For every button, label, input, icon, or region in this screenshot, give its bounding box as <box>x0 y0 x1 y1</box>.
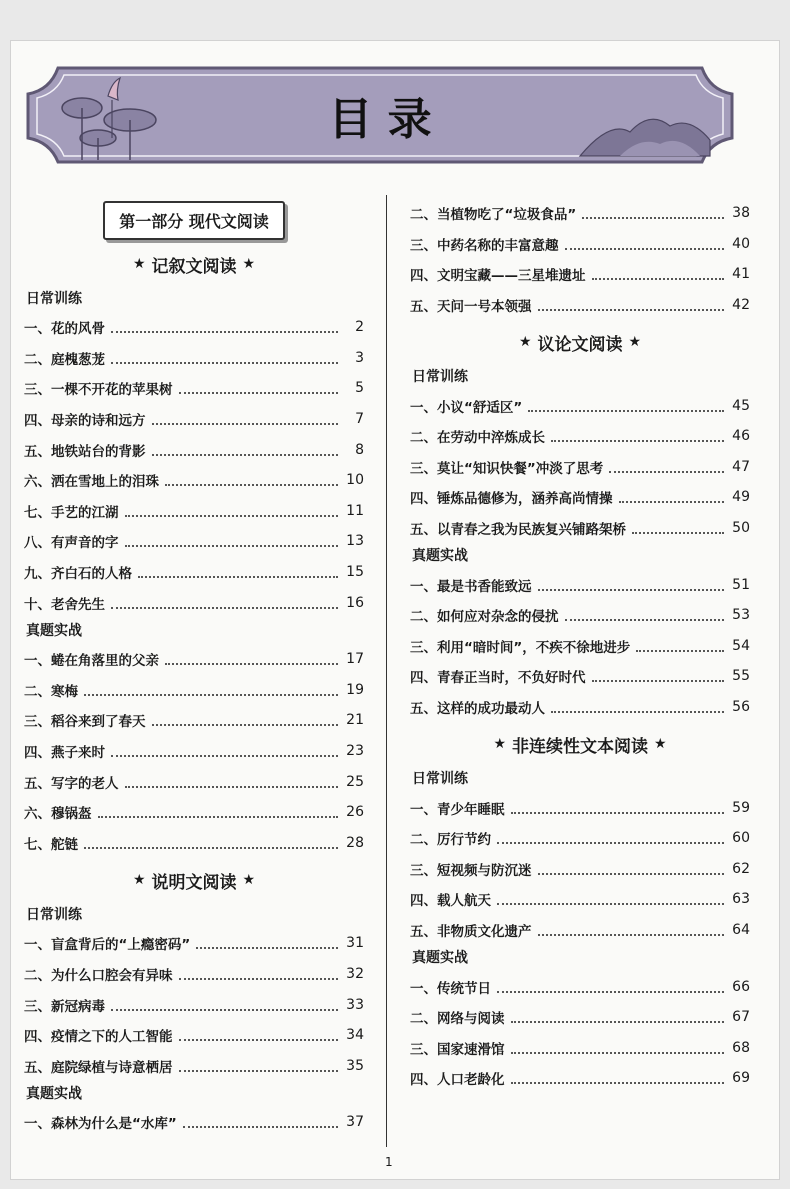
toc-entry[interactable] <box>410 513 750 544</box>
toc-entry-title: 六、穆锅盔 <box>24 806 92 823</box>
toc-entry-title: 七、舵链 <box>24 836 78 853</box>
toc-entry-page: 32 <box>346 965 364 982</box>
leader-dots <box>582 217 724 219</box>
toc-entry[interactable] <box>410 854 750 885</box>
toc-entry-page: 60 <box>732 830 750 847</box>
toc-entry-page: 33 <box>346 996 364 1013</box>
toc-entry-title: 九、齐白石的人格 <box>24 566 132 583</box>
toc-entry[interactable] <box>24 928 364 959</box>
toc-entry[interactable] <box>24 828 364 859</box>
section-title-text: 说明文阅读 <box>151 872 237 893</box>
toc-entry-title: 四、母亲的诗和远方 <box>24 413 146 430</box>
toc-entry[interactable] <box>24 434 364 465</box>
page-title: 目 录 <box>328 94 432 145</box>
toc-entry[interactable] <box>410 482 750 513</box>
toc-entry[interactable] <box>24 959 364 990</box>
toc-entry-title: 一、传统节日 <box>410 980 491 997</box>
toc-entry-page: 53 <box>732 607 750 624</box>
toc-entry[interactable] <box>410 259 750 290</box>
toc-entry-page: 31 <box>346 935 364 952</box>
toc-entry[interactable] <box>410 600 750 631</box>
leader-dots <box>551 440 724 442</box>
star-icon: ★ <box>242 872 256 889</box>
leader-dots <box>179 978 339 980</box>
toc-entry-title: 五、庭院绿植与诗意栖居 <box>24 1059 173 1076</box>
leader-dots <box>565 248 725 250</box>
toc-entry-page: 66 <box>732 978 750 995</box>
toc-entry-page: 25 <box>346 773 364 790</box>
leader-dots <box>111 1009 338 1011</box>
toc-entry-page: 5 <box>355 380 364 397</box>
toc-entry[interactable] <box>24 989 364 1020</box>
leader-dots <box>592 680 725 682</box>
toc-entry-title: 五、非物质文化遗产 <box>410 923 532 940</box>
leader-dots <box>632 532 724 534</box>
group-label: 真题实战 <box>26 622 82 639</box>
toc-entry-page: 26 <box>346 804 364 821</box>
toc-entry[interactable] <box>410 631 750 662</box>
leader-dots <box>138 576 338 578</box>
leader-dots <box>511 1082 725 1084</box>
toc-entry[interactable] <box>24 705 364 736</box>
left-column <box>24 198 364 1138</box>
leader-dots <box>84 694 338 696</box>
right-column <box>410 198 750 1094</box>
leader-dots <box>183 1126 338 1128</box>
toc-entry-page: 68 <box>732 1039 750 1056</box>
toc-entry[interactable] <box>410 229 750 260</box>
toc-entry-page: 15 <box>346 564 364 581</box>
toc-entry-page: 37 <box>346 1114 364 1131</box>
toc-entry-title: 四、锤炼品德修为，涵养高尚情操 <box>410 491 613 508</box>
toc-entry-page: 46 <box>732 428 750 445</box>
toc-entry-title: 三、莫让“知识快餐”冲淡了思考 <box>410 460 604 477</box>
toc-entry-title: 二、网络与阅读 <box>410 1011 505 1028</box>
toc-entry-page: 56 <box>732 699 750 716</box>
leader-dots <box>592 278 725 280</box>
leader-dots <box>165 663 338 665</box>
toc-entry-page: 21 <box>346 712 364 729</box>
group-label: 日常训练 <box>26 907 82 924</box>
section-title-text: 议论文阅读 <box>537 334 623 355</box>
leader-dots <box>98 816 339 818</box>
leader-dots <box>511 1052 725 1054</box>
leader-dots <box>179 1070 339 1072</box>
leader-dots <box>511 1021 725 1023</box>
toc-entry[interactable] <box>410 390 750 421</box>
toc-entry[interactable] <box>24 587 364 618</box>
star-icon: ★ <box>654 736 667 753</box>
toc-entry-title: 五、写字的老人 <box>24 775 119 792</box>
toc-entry-page: 40 <box>732 235 750 252</box>
toc-entry[interactable] <box>410 452 750 483</box>
toc-entry[interactable] <box>410 692 750 723</box>
toc-entry-page: 8 <box>355 441 364 458</box>
toc-entry-title: 一、森林为什么是“水库” <box>24 1116 177 1133</box>
toc-entry-title: 一、青少年睡眠 <box>410 801 505 818</box>
toc-entry-page: 63 <box>732 891 750 908</box>
toc-entry-title: 四、人口老龄化 <box>410 1072 505 1089</box>
toc-entry-title: 三、新冠病毒 <box>24 998 105 1015</box>
toc-entry-page: 64 <box>732 921 750 938</box>
toc-entry-title: 五、这样的成功最动人 <box>410 701 545 718</box>
toc-entry[interactable] <box>410 290 750 321</box>
star-icon: ★ <box>132 872 146 889</box>
group-label: 日常训练 <box>26 291 82 307</box>
toc-entry-title: 四、载人航天 <box>410 893 491 910</box>
toc-entry-page: 28 <box>346 834 364 851</box>
toc-entry[interactable] <box>24 343 364 374</box>
toc-entry-title: 三、短视频与防沉迷 <box>410 862 532 879</box>
toc-entry-title: 一、蜷在角落里的父亲 <box>24 653 159 670</box>
toc-entry-title: 二、厉行节约 <box>410 832 491 849</box>
leader-dots <box>125 545 339 547</box>
toc-entry-page: 67 <box>732 1009 750 1026</box>
leader-dots <box>636 650 724 652</box>
toc-entry-title: 五、以青春之我为民族复兴铺路架桥 <box>410 522 626 539</box>
section-title <box>410 722 750 766</box>
toc-entry-title: 七、手艺的江湖 <box>24 504 119 521</box>
leader-dots <box>538 934 725 936</box>
leader-dots <box>84 847 338 849</box>
toc-entry[interactable] <box>410 421 750 452</box>
toc-entry-page: 38 <box>732 205 750 222</box>
toc-entry-title: 三、稻谷来到了春天 <box>24 714 146 731</box>
toc-entry[interactable] <box>24 797 364 828</box>
toc-entry-page: 35 <box>346 1057 364 1074</box>
toc-entry[interactable] <box>410 1063 750 1094</box>
toc-entry-title: 二、庭槐葱茏 <box>24 351 105 368</box>
toc-entry-page: 11 <box>346 502 364 519</box>
toc-entry-title: 四、文明宝藏——三星堆遗址 <box>410 268 586 285</box>
toc-entry-page: 16 <box>346 594 364 611</box>
leader-dots <box>125 515 339 517</box>
leader-dots <box>179 1039 339 1041</box>
toc-entry[interactable] <box>410 792 750 823</box>
toc-entry-page: 45 <box>732 397 750 414</box>
leader-dots <box>565 619 725 621</box>
toc-entry-title: 三、中药名称的丰富意趣 <box>410 237 559 254</box>
leader-dots <box>528 410 724 412</box>
toc-entry-title: 一、小议“舒适区” <box>410 399 523 416</box>
toc-entry-title: 五、天问一号本领强 <box>410 299 532 316</box>
leader-dots <box>111 755 338 757</box>
toc-entry-page: 51 <box>732 576 750 593</box>
toc-entry-page: 13 <box>346 533 364 550</box>
section-title-text: 非连续性文本阅读 <box>512 736 648 757</box>
toc-entry-page: 54 <box>732 637 750 654</box>
toc-entry-title: 四、疫情之下的人工智能 <box>24 1029 173 1046</box>
toc-entry-title: 一、最是书香能致远 <box>410 578 532 595</box>
toc-entry[interactable] <box>24 465 364 496</box>
leader-dots <box>538 589 725 591</box>
toc-entry[interactable] <box>24 404 364 435</box>
toc-entry[interactable] <box>24 526 364 557</box>
toc-entry[interactable] <box>24 557 364 588</box>
toc-entry-title: 三、利用“暗时间”，不疾不徐地进步 <box>410 639 631 656</box>
toc-entry[interactable] <box>410 661 750 692</box>
toc-entry-title: 二、当植物吃了“垃圾食品” <box>410 207 577 224</box>
leader-dots <box>551 711 724 713</box>
toc-entry[interactable] <box>410 1002 750 1033</box>
toc-entry-title: 十、老舍先生 <box>24 596 105 613</box>
toc-entry[interactable] <box>410 971 750 1002</box>
group-label: 日常训练 <box>412 369 468 386</box>
star-icon: ★ <box>493 736 506 753</box>
toc-entry-page: 42 <box>732 297 750 314</box>
toc-entry-title: 四、青春正当时，不负好时代 <box>410 670 586 687</box>
toc-entry[interactable] <box>24 1020 364 1051</box>
toc-entry-title: 三、一棵不开花的苹果树 <box>24 382 173 399</box>
toc-entry-page: 2 <box>355 319 364 336</box>
toc-entry-page: 50 <box>732 520 750 537</box>
toc-entry-page: 49 <box>732 489 750 506</box>
leader-dots <box>497 991 724 993</box>
leader-dots <box>609 471 724 473</box>
leader-dots <box>497 903 724 905</box>
toc-entry[interactable] <box>24 766 364 797</box>
toc-entry[interactable] <box>410 915 750 946</box>
section-title-text: 记叙文阅读 <box>151 256 237 277</box>
leader-dots <box>111 607 338 609</box>
toc-entry-title: 二、寒梅 <box>24 683 78 700</box>
star-icon: ★ <box>242 256 256 272</box>
toc-entry-title: 二、如何应对杂念的侵扰 <box>410 609 559 626</box>
toc-entry[interactable] <box>24 312 364 343</box>
toc-entry-title: 六、洒在雪地上的泪珠 <box>24 474 159 491</box>
toc-entry-page: 34 <box>346 1027 364 1044</box>
toc-entry-title: 一、盲盒背后的“上瘾密码” <box>24 937 191 954</box>
toc-entry[interactable] <box>410 823 750 854</box>
group-label: 真题实战 <box>412 950 468 967</box>
leader-dots <box>619 501 725 503</box>
part-title: 第一部分 现代文阅读 <box>24 198 364 242</box>
toc-entry[interactable] <box>24 496 364 527</box>
toc-entry-page: 23 <box>346 743 364 760</box>
leader-dots <box>111 331 338 333</box>
leader-dots <box>152 423 339 425</box>
page-number: 1 <box>385 1155 393 1169</box>
toc-entry-page: 7 <box>355 411 364 428</box>
toc-entry[interactable] <box>410 198 750 229</box>
section-title <box>24 242 364 286</box>
leader-dots <box>152 454 339 456</box>
leader-dots <box>125 786 339 788</box>
toc-entry[interactable] <box>24 675 364 706</box>
leader-dots <box>179 392 339 394</box>
toc-entry-title: 一、花的风骨 <box>24 321 105 338</box>
toc-entry-page: 17 <box>346 651 364 668</box>
star-icon: ★ <box>628 334 642 351</box>
toc-entry[interactable] <box>410 569 750 600</box>
leader-dots <box>165 484 338 486</box>
toc-entry[interactable] <box>24 1050 364 1081</box>
toc-entry[interactable] <box>24 1107 364 1138</box>
star-icon: ★ <box>132 256 146 272</box>
group-label: 真题实战 <box>412 548 468 565</box>
group-label: 真题实战 <box>26 1086 82 1103</box>
toc-entry[interactable] <box>24 644 364 675</box>
toc-entry-page: 62 <box>732 860 750 877</box>
leader-dots <box>497 842 724 844</box>
toc-entry-page: 3 <box>355 349 364 366</box>
toc-entry-title: 三、国家速滑馆 <box>410 1041 505 1058</box>
toc-entry-title: 五、地铁站台的背影 <box>24 443 146 460</box>
section-title <box>24 858 364 902</box>
toc-entry-page: 10 <box>346 472 364 489</box>
toc-entry-title: 二、为什么口腔会有异味 <box>24 967 173 984</box>
toc-entry-page: 69 <box>732 1070 750 1087</box>
leader-dots <box>538 309 725 311</box>
toc-entry[interactable] <box>410 884 750 915</box>
toc-entry-page: 59 <box>732 799 750 816</box>
section-title <box>410 320 750 364</box>
toc-entry-page: 47 <box>732 458 750 475</box>
leader-dots <box>196 947 338 949</box>
leader-dots <box>511 812 725 814</box>
toc-entry-title: 八、有声音的字 <box>24 535 119 552</box>
toc-entry[interactable] <box>410 1032 750 1063</box>
toc-entry-page: 41 <box>732 266 750 283</box>
toc-entry[interactable] <box>24 373 364 404</box>
toc-entry-title: 四、燕子来时 <box>24 745 105 762</box>
title-banner <box>20 60 740 170</box>
toc-entry[interactable] <box>24 736 364 767</box>
leader-dots <box>538 873 725 875</box>
star-icon: ★ <box>518 334 532 351</box>
toc-entry-page: 19 <box>346 681 364 698</box>
leader-dots <box>111 362 338 364</box>
toc-entry-page: 55 <box>732 668 750 685</box>
toc-entry-title: 二、在劳动中淬炼成长 <box>410 430 545 447</box>
group-label: 日常训练 <box>412 771 468 788</box>
column-divider <box>386 195 387 1147</box>
leader-dots <box>152 724 339 726</box>
